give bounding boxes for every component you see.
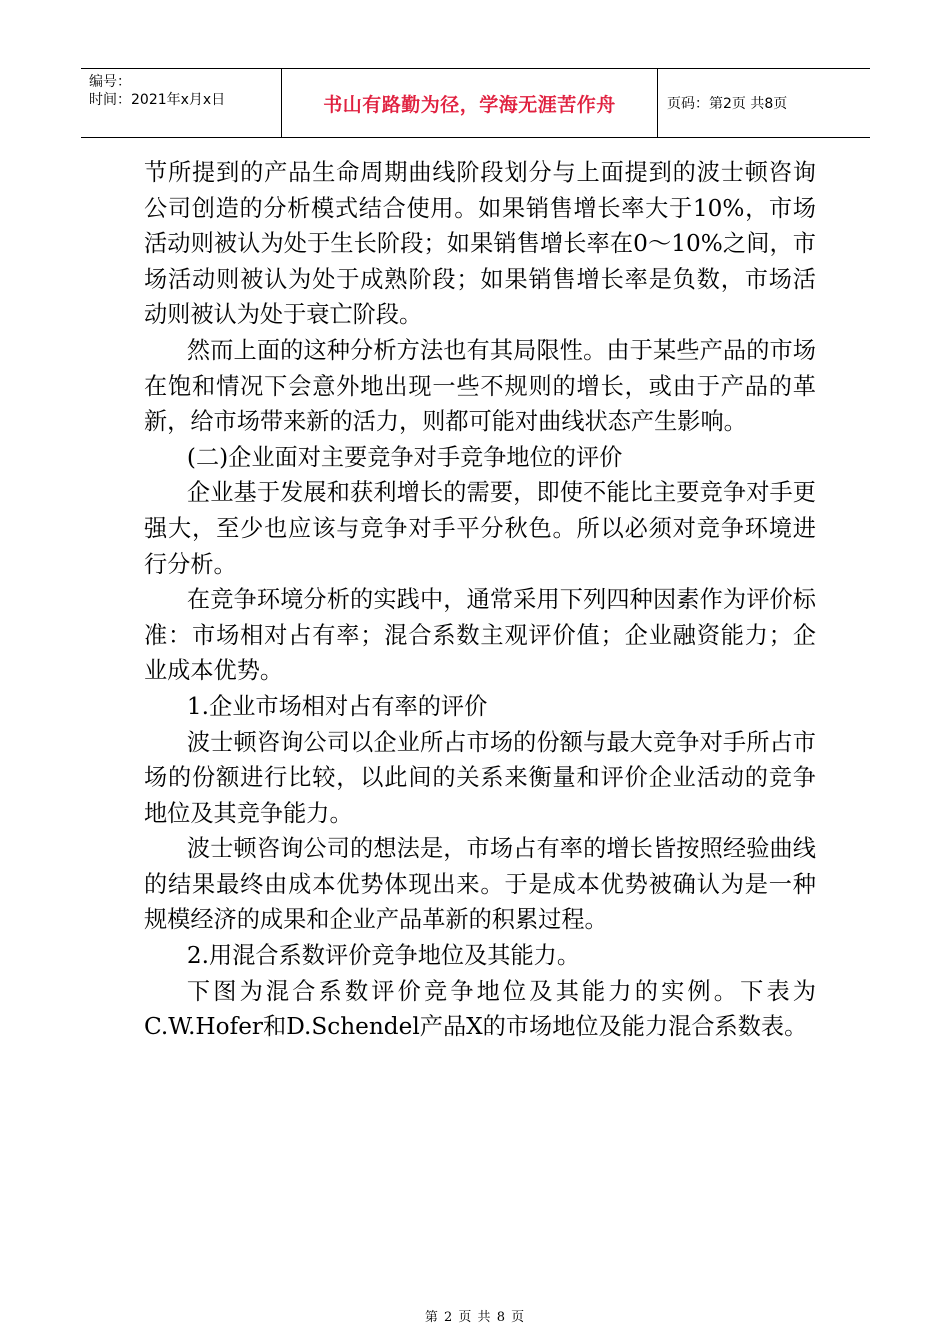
page-footer: 第 2 页 共 8 页 bbox=[424, 1310, 526, 1325]
document-body bbox=[144, 155, 816, 1045]
header-motto: 书山有路勤为径，学海无涯苦作舟 bbox=[282, 69, 658, 137]
paragraph: 波士顿咨询公司的想法是，市场占有率的增长皆按照经验曲线的结果最终由成本优势体现出来。于是成本优势被确认为是一种规模经济的成果和企业产品革新的积累过程。 bbox=[144, 835, 816, 934]
paragraph: 波士顿咨询公司以企业所占市场的份额与最大竞争对手所占市场的份额进行比较，以此间的关系来衡量和评价企业活动的竞争地位及其竞争能力。 bbox=[144, 728, 816, 827]
document-date: 时间：2021年x月x日 bbox=[89, 92, 226, 108]
header-meta bbox=[81, 69, 282, 137]
document-number-label: 编号： bbox=[89, 74, 131, 90]
page-header bbox=[81, 68, 870, 138]
paragraph: 企业基于发展和获利增长的需要，即使不能比主要竞争对手更强大，至少也应该与竞争对手平分秋色。所以必须对竞争环境进行分析。 bbox=[144, 479, 816, 578]
paragraph: 然而上面的这种分析方法也有其局限性。由于某些产品的市场在饱和情况下会意外地出现一些不规则的增长，或由于产品的革新，给市场带来新的活力，则都可能对曲线状态产生影响。 bbox=[144, 336, 816, 436]
section-heading: (二)企业面对主要竞争对手竞争地位的评价 bbox=[186, 443, 623, 471]
subsection-heading: 2.用混合系数评价竞争地位及其能力。 bbox=[186, 942, 581, 970]
header-page-info: 页码：第2页 共8页 bbox=[667, 96, 788, 112]
paragraph: 节所提到的产品生命周期曲线阶段划分与上面提到的波士顿咨询公司创造的分析模式结合使用。如果销售增长率大于10%，市场活动则被认为处于生长阶段；如果销售增长率在0～10%之间，市场活动则被认为处于成熟阶段；如果销售增长率是负数，市场活动则被认为处于衰亡阶段。 bbox=[144, 159, 816, 329]
paragraph: 在竞争环境分析的实践中，通常采用下列四种因素作为评价标准：市场相对占有率；混合系数主观评价值；企业融资能力；企业成本优势。 bbox=[144, 586, 816, 685]
subsection-heading: 1.企业市场相对占有率的评价 bbox=[186, 692, 488, 720]
paragraph: 下图为混合系数评价竞争地位及其能力的实例。下表为C.W.Hofer和D.Schendel产品X的市场地位及能力混合系数表。 bbox=[144, 977, 816, 1041]
